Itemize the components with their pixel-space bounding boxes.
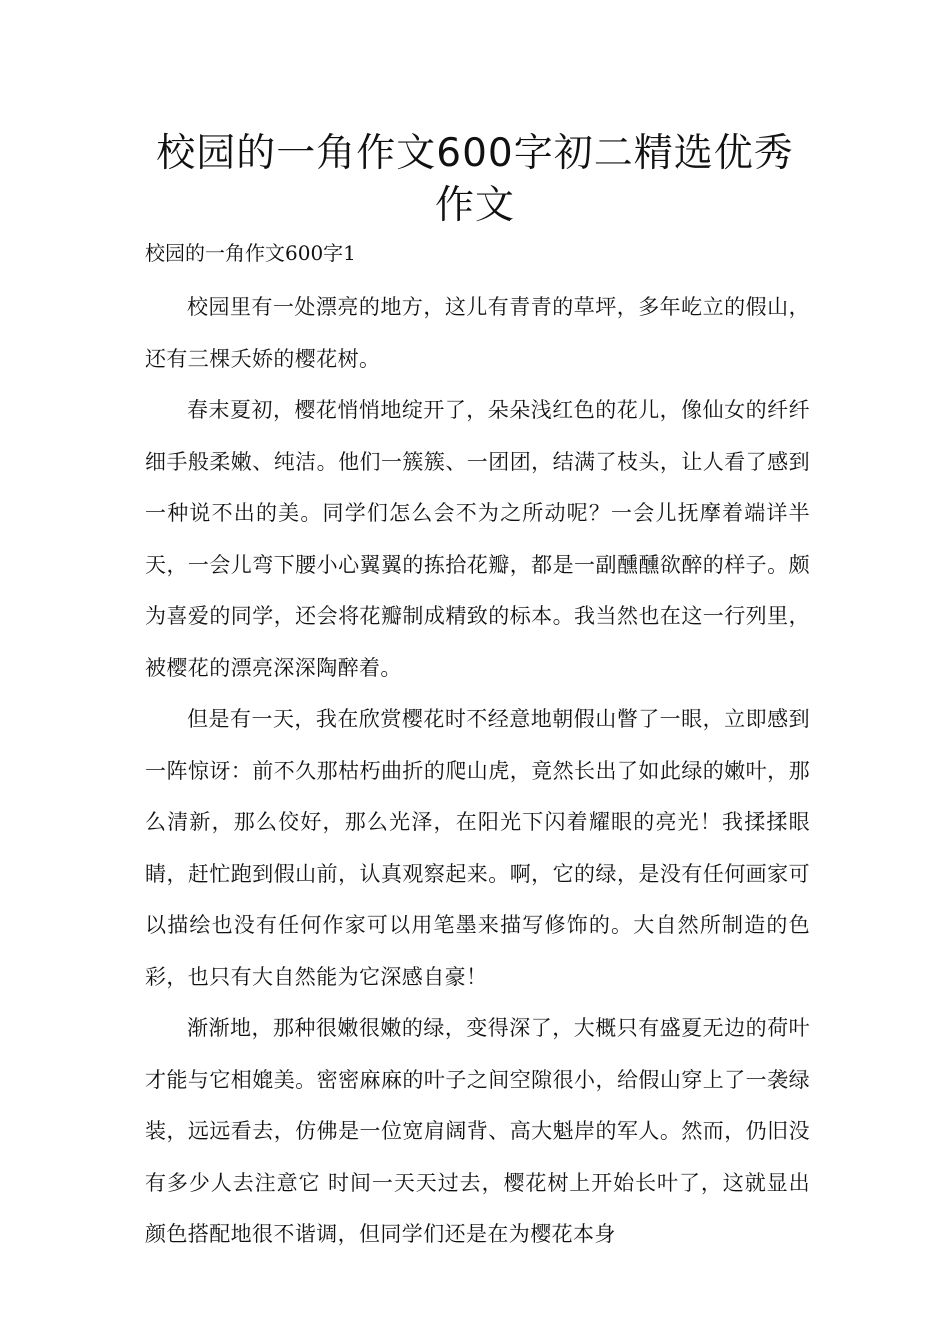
essay-heading: 校园的一角作文600字1 [145, 241, 356, 265]
paragraph: 渐渐地，那种很嫩很嫩的绿，变得深了，大概只有盛夏无边的荷叶才能与它相媲美。密密麻麻的叶子之间空隙很小，给假山穿上了一袭绿装，远远看去，仿佛是一位宽肩阔背、高大魁岸的军人。然而，仍旧没有多少人去注意它 时间一天天过去，樱花树上开始长叶了，这就显出颜色搭配地很不谐调，但同学们还是在为樱花本身 [145, 1016, 810, 1246]
essay-body [145, 282, 810, 1261]
paragraph: 春末夏初，樱花悄悄地绽开了，朵朵浅红色的花儿，像仙女的纤纤细手般柔嫩、纯洁。他们一簇簇、一团团，结满了枝头，让人看了感到一种说不出的美。同学们怎么会不为之所动呢？一会儿抚摩着端详半天，一会儿弯下腰小心翼翼的拣拾花瓣，都是一副醺醺欲醉的样子。颇为喜爱的同学，还会将花瓣制成精致的标本。我当然也在这一行列里，被樱花的漂亮深深陶醉着。 [145, 398, 810, 680]
document-title: 校园的一角作文600字初二精选优秀作文 [156, 131, 794, 228]
paragraph: 但是有一天，我在欣赏樱花时不经意地朝假山瞥了一眼，立即感到一阵惊讶：前不久那枯朽曲折的爬山虎，竟然长出了如此绿的嫩叶，那么清新，那么佼好，那么光泽，在阳光下闪着耀眼的亮光！我揉揉眼睛，赶忙跑到假山前，认真观察起来。啊，它的绿，是没有任何画家可以描绘也没有任何作家可以用笔墨来描写修饰的。大自然所制造的色彩，也只有大自然能为它深感自豪！ [145, 707, 810, 989]
paragraph: 校园里有一处漂亮的地方，这儿有青青的草坪，多年屹立的假山，还有三棵夭娇的樱花树。 [145, 295, 810, 371]
